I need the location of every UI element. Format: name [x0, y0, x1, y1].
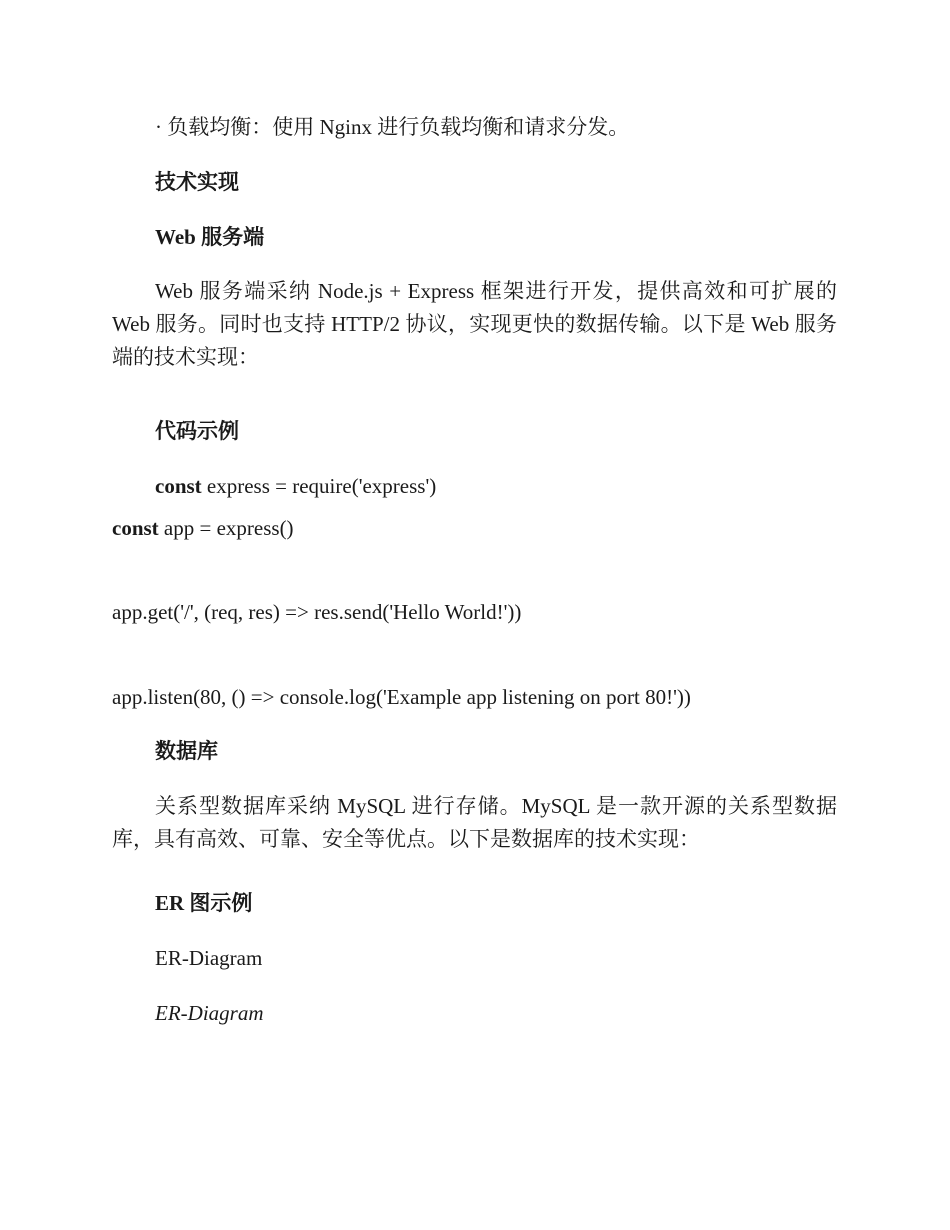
er-diagram-label: ER-Diagram	[155, 946, 263, 970]
er-diagram-caption: ER-Diagram	[155, 1001, 264, 1025]
heading-database: 数据库	[155, 739, 218, 763]
heading-er-example: ER 图示例	[155, 891, 253, 915]
paragraph-web-server: Web 服务端采纳 Node.js + Express 框架进行开发，提供高效和可扩展的 Web 服务。同时也支持 HTTP/2 协议，实现更快的数据传输。以下是 Web 服务端的技术实现：	[112, 279, 837, 369]
paragraph-database: 关系型数据库采纳 MySQL 进行存储。MySQL 是一款开源的关系型数据库，具有高效、可靠、安全等优点。以下是数据库的技术实现：	[112, 794, 837, 851]
code-text: app = express()	[158, 516, 294, 540]
code-keyword: const	[155, 474, 202, 498]
code-line-3: app.get('/', (req, res) => res.send('Hello World!'))	[112, 600, 522, 624]
code-line-4: app.listen(80, () => console.log('Example app listening on port 80!'))	[112, 685, 691, 709]
heading-code-example: 代码示例	[155, 419, 239, 443]
code-keyword: const	[112, 516, 159, 540]
code-line-2	[112, 513, 294, 543]
heading-web-server: Web 服务端	[155, 225, 265, 249]
bullet-load-balancing: · 负载均衡：使用 Nginx 进行负载均衡和请求分发。	[155, 115, 630, 139]
heading-tech-impl: 技术实现	[155, 170, 239, 194]
code-line-1	[155, 471, 436, 501]
code-text: express = require('express')	[201, 474, 437, 498]
